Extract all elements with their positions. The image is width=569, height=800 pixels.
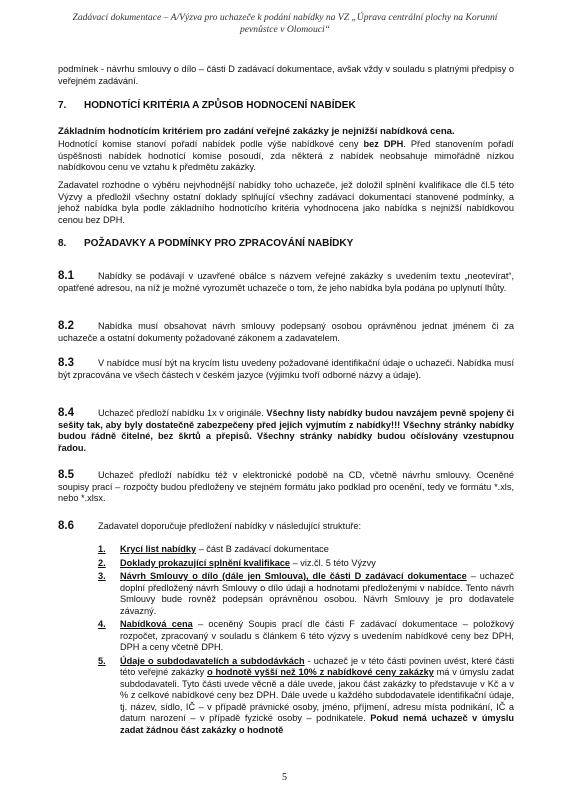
item-number: 5.: [98, 655, 106, 666]
text-run: Hodnotící komise stanoví pořadí nabídek podle výše nabídkové ceny: [58, 139, 364, 149]
intro-paragraph: podmínek - návrhu smlouvy o dílo – části D zadávací dokumentace, avšak vždy v souladu s platnými předpisy o veřejném zadávání.: [58, 64, 514, 86]
item-title: Doklady prokazující splnění kvalifikace: [120, 557, 291, 568]
section-7-paragraph-1: [58, 139, 514, 174]
item-number: 4.: [98, 619, 106, 629]
section-number: 7.: [58, 100, 67, 111]
section-number: 8.: [58, 238, 67, 249]
item-title: Nabídková cena: [120, 619, 193, 629]
item-title: Krycí list nabídky: [120, 544, 197, 554]
paragraph-number-8-1: 8.1: [58, 270, 74, 282]
paragraph-number-8-5: 8.5: [58, 469, 74, 481]
bold-text-run: bez DPH: [363, 139, 404, 149]
paragraph-8-3: V nabídce musí být na krycím listu uvedeny požadované identifikační údaje o uchazeči. Nabídka musí být zpracována ve všech částech v českém jazyce (výjimku tvoří odborné názvy a údaje).: [58, 358, 514, 380]
section-title: POŽADAVKY A PODMÍNKY PRO ZPRACOVÁNÍ NABÍDKY: [84, 238, 354, 249]
item-text: má v úmyslu zadat subdodavateli. Tyto části uvede věcně a dále uvede, jakou část zakázky to představuje v Kč a v % z celkové nabídkové ceny bez DPH. Dále uvede u každého subdodavatele identifikační údaje, tj. název, sídlo, IČ – v případě právnické osoby, jméno, příjmení, adresu místa podnikání, IČ a datum narození – v případě fyzické osoby – podnikatele.: [120, 667, 514, 723]
header-line-1: Zadávací dokumentace – A/Výzva pro uchazeče k podání nabídky na VZ „Úprava centrální plochy na Korunní: [72, 12, 498, 23]
section-8-heading: [58, 238, 514, 250]
item-title: Návrh Smlouvy o dílo (dále jen Smlouva), dle části D zadávací dokumentace: [120, 571, 467, 581]
text-run: Uchazeč předloží nabídku 1x v originále.: [98, 408, 267, 418]
item-number: 2.: [98, 557, 106, 568]
paragraph-8-1: Nabídky se podávají v uzavřené obálce s názvem veřejné zakázky s uvedením textu „neotevírat“, opatřené adresou, na níž je možné vyrozumět uchazeče o tom, že jeho nabídka byla podána po uplynutí lhůty.: [58, 271, 514, 293]
item-text: – viz.čl. 5 této Výzvy: [290, 557, 376, 568]
bold-text-run: Všechny listy nabídky budou navzájem pevně spojeny či sešity tak, aby byly dostatečně zabezpečeny před jejich vyjmutím z nabídky!!! Všechny stránky nabídky budou řádně čitelné, bez škrtů a přepisů. Všechny stránky nabídky budou očíslovány vzestupnou řadou.: [58, 408, 514, 453]
paragraph-8-4: [58, 408, 514, 454]
text-run: . Před stanovením pořadí úspěšnosti nabídek hodnotící komise posoudí, zda některá z nabídek neobsahuje mimořádně nízkou nabídkovou cenu ve vztahu k předmětu zakázky.: [58, 139, 514, 172]
item-text: – uchazeč doplní předložený návrh Smlouvy o dílo údaji a hodnotami předloženými v nabídce. Tento návrh Smlouvy bude rovněž podepsán oprávněnou osobou. Návrh Smlouvy je pro dodavatele závazný.: [120, 571, 514, 616]
paragraph-8-2: Nabídka musí obsahovat návrh smlouvy podepsaný osobou oprávněnou jednat jménem či za uchazeče a ostatní dokumenty požadované zákonem a zadavatelem.: [58, 321, 514, 343]
offer-structure-list: [98, 544, 514, 738]
header-line-2: pevnůstce v Olomouci“: [239, 24, 331, 35]
paragraph-8-5: Uchazeč předloží nabídku též v elektronické podobě na CD, včetně návrhu smlouvy. Oceněné soupisy prací – rozpočty budou předloženy ve stejném formátu jako podklad pro ocenění, tedy ve formátu *.xls, nebo *.xlsx.: [58, 470, 514, 503]
item-number: 3.: [98, 571, 106, 581]
paragraph-number-8-4: 8.4: [58, 407, 74, 419]
section-title: HODNOTÍCÍ KRITÉRIA A ZPŮSOB HODNOCENÍ NABÍDEK: [84, 100, 356, 111]
item-bold-end: Pokud nemá uchazeč v úmyslu zadat žádnou část zakázky o hodnotě: [120, 713, 514, 735]
paragraph-number-8-2: 8.2: [58, 320, 74, 332]
running-header: [60, 12, 510, 36]
section-7-lead: Základním hodnotícím kritériem pro zadání veřejné zakázky je nejnižší nabídková cena.: [58, 126, 455, 137]
item-text: - uchazeč je v této části povinen uvést, které části této veřejné zakázky: [120, 655, 514, 677]
page-number: 5: [282, 772, 287, 783]
item-text: – oceněný Soupis prací dle části F zadávací dokumentace – položkový rozpočet, zpracovaný v souladu s článkem 6 této výzvy s uvedením nabídkové ceny bez DPH, DPH a ceny včetně DPH.: [120, 619, 514, 652]
list-item: [98, 619, 514, 654]
item-emphasis: o hodnotě vyšší než 10% z nabídkové ceny zakázky: [207, 667, 434, 677]
section-7-heading: [58, 100, 514, 112]
paragraph-number-8-6: 8.6: [58, 520, 74, 532]
list-item: [98, 558, 514, 570]
section-7-paragraph-2: Zadavatel rozhodne o výběru nejvhodnější nabídky toho uchazeče, jež doložil splnění kvalifikace dle čl.5 této Výzvy a předložil všechny ostatní doklady splňující všechny zadávací dokumentací stanovené podmínky, a jehož nabídka byla podle základního hodnotícího kritéria vyhodnocena jako nabídka s nejnižší nabídkovou cenou bez DPH.: [58, 180, 514, 225]
item-text: – část B zadávací dokumentace: [196, 544, 329, 554]
paragraph-8-6: Zadavatel doporučuje předložení nabídky v následující struktuře:: [98, 521, 362, 531]
list-item: [98, 544, 514, 556]
list-item: [98, 656, 514, 737]
item-title: Údaje o subdodavatelích a subdodávkách: [120, 655, 305, 666]
list-item: [98, 571, 514, 617]
item-number: 1.: [98, 544, 106, 554]
paragraph-number-8-3: 8.3: [58, 357, 74, 369]
